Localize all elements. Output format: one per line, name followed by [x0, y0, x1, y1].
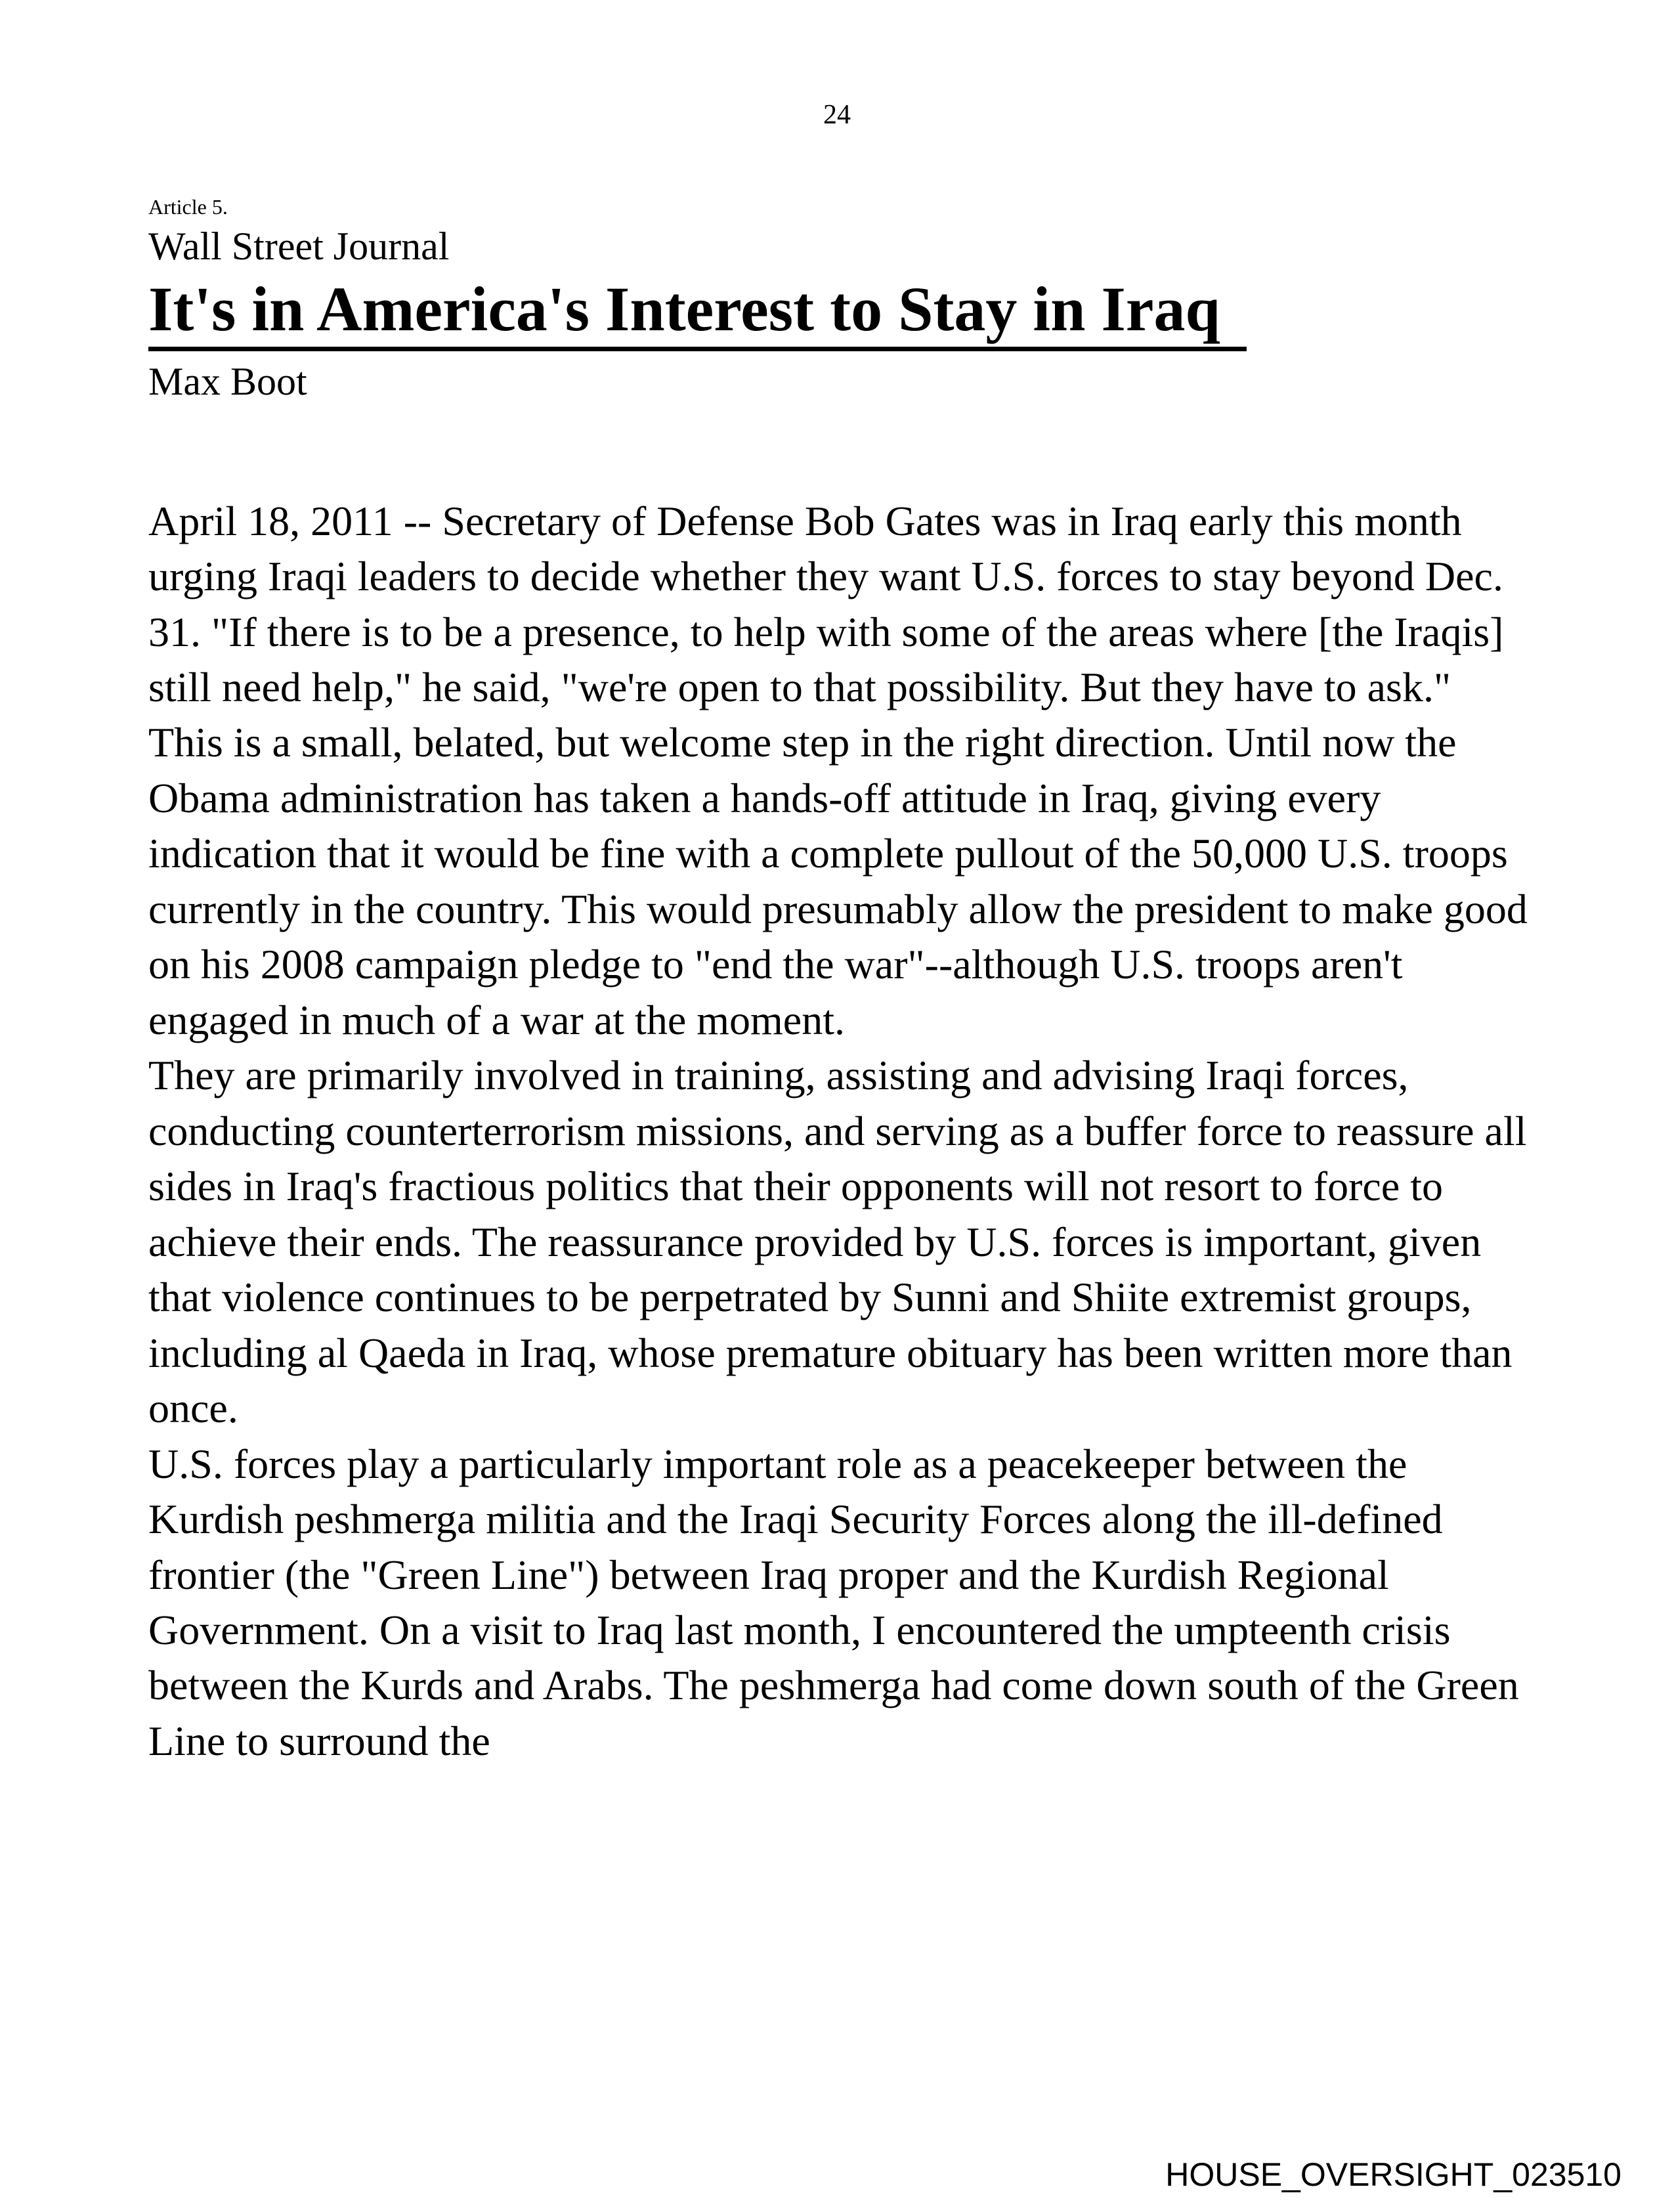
publication-name: Wall Street Journal [148, 225, 450, 268]
page-number: 24 [823, 100, 851, 130]
article-content [148, 194, 1540, 1769]
paragraph-4: U.S. forces play a particularly important role as a peacekeeper between the Kurdish peshmerga militia and the Iraqi Security Forces along the ill-defined frontier (the "Green Line") between Iraq proper and the Kurdish Regional Government. On a visit to Iraq last month, I encountered the umpteenth crisis between the Kurds and Arabs. The peshmerga had come down south of the Green Line to surround the [148, 1440, 1519, 1764]
paragraph-3: They are primarily involved in training, assisting and advising Iraqi forces, conducting counterterrorism missions, and serving as a buffer force to reassure all sides in Iraq's fractious politics that their opponents will not resort to force to achieve their ends. The reassurance provided by U.S. forces is important, given that violence continues to be perpetrated by Sunni and Shiite extremist groups, including al Qaeda in Iraq, whose premature obituary has been written more than once. [148, 1052, 1527, 1432]
bates-stamp: HOUSE_OVERSIGHT_023510 [1165, 2156, 1621, 2193]
article-body [148, 494, 1540, 1769]
paragraph-2: This is a small, belated, but welcome step in the right direction. Until now the Obama administration has taken a hands-off attitude in Iraq, giving every indication that it would be fine with a complete pullout of the 50,000 U.S. troops currently in the country. This would presumably allow the president to make good on his 2008 campaign pledge to "end the war"--although U.S. troops aren't engaged in much of a war at the moment. [148, 719, 1528, 1043]
paragraph-1: April 18, 2011 -- Secretary of Defense Bob Gates was in Iraq early this month urging Iraqi leaders to decide whether they want U.S. forces to stay beyond Dec. 31. "If there is to be a presence, to help with some of the areas where [the Iraqis] still need help," he said, "we're open to that possibility. But they have to ask." [148, 497, 1504, 710]
article-headline: It's in America's Interest to Stay in Iraq [148, 274, 1247, 351]
byline: Max Boot [148, 359, 307, 403]
article-label: Article 5. [148, 195, 228, 219]
